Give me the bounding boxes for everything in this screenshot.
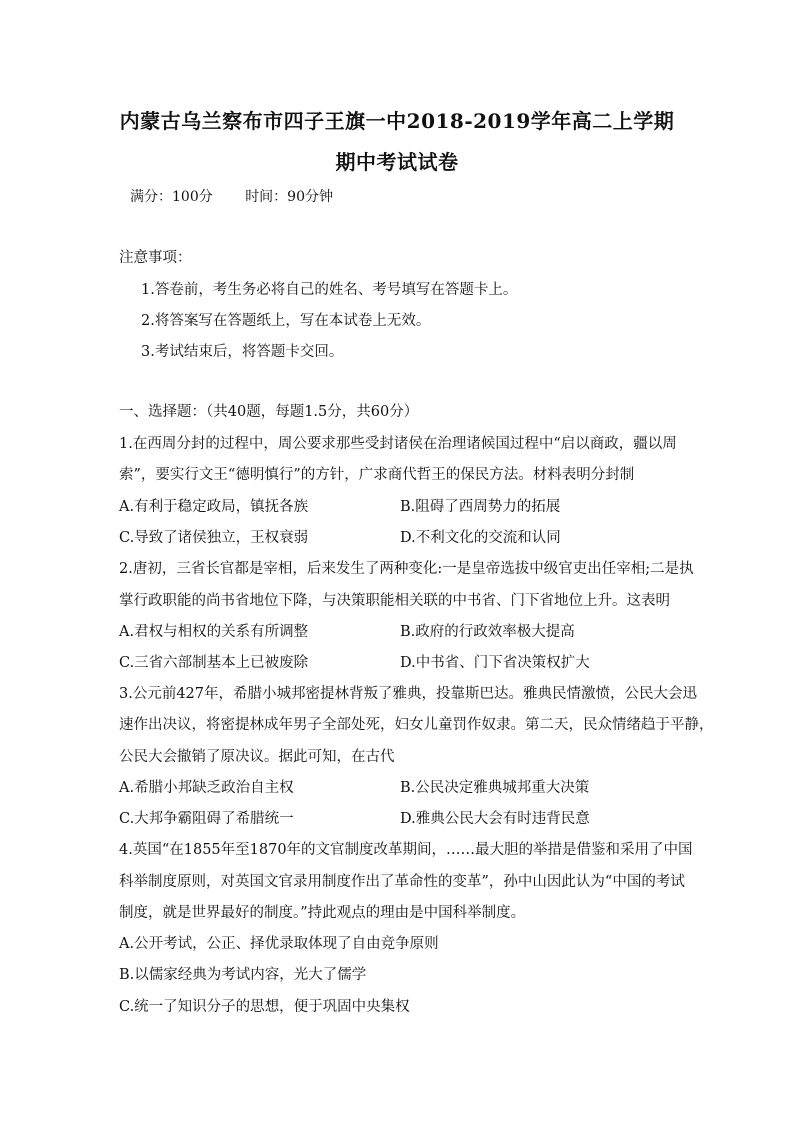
question-1-option-a: A.有利于稳定政局，镇抚各族	[119, 499, 309, 515]
question-4-line: 4.英国“在1855年至1870年的文官制度改革期间，……最大胆的举措是借鉴和采用了中国	[119, 842, 693, 858]
question-3-line: 公民大会撤销了原决议。据此可知，在古代	[119, 749, 395, 765]
question-2-option-c: C.三省六部制基本上已被废除	[119, 655, 309, 671]
question-4-option-a: A.公开考试，公正、择优录取体现了自由竞争原则	[119, 936, 439, 952]
exam-title-line1: 内蒙古乌兰察布市四子王旗一中2018-2019学年高二上学期	[119, 109, 675, 133]
question-1-line: 1.在西周分封的过程中，周公要求那些受封诸侯在治理诸候国过程中“启以商政，疆以周	[119, 436, 677, 452]
question-3-option-c: C.大邦争霸阻碍了希腊统一	[119, 811, 294, 827]
notice-heading: 注意事项：	[119, 250, 192, 266]
notice-item: 2.将答案写在答题纸上，写在本试卷上无效。	[141, 313, 431, 329]
notice-item: 1.答卷前，考生务必将自己的姓名、考号填写在答题卡上。	[141, 282, 518, 298]
exam-meta	[130, 186, 361, 206]
question-3-option-d: D.雅典公民大会有时违背民意	[400, 811, 590, 827]
section-heading: 一、选择题：（共40题，每题1.5分，共60分）	[119, 404, 419, 420]
question-3-line: 速作出决议，将密提林成年男子全部处死，妇女儿童罚作奴隶。第二天，民众情绪趋于平静，	[119, 717, 714, 733]
question-4-line: 制度，就是世界最好的制度。”持此观点的理由是中国科举制度。	[119, 905, 526, 921]
question-1-option-b: B.阻碍了西周势力的拓展	[400, 499, 561, 515]
question-1-line: 索”，要实行文王“德明慎行”的方针，广求商代哲王的保民方法。材料表明分封制	[119, 467, 635, 483]
question-2-line: 掌行政职能的尚书省地位下降，与决策职能相关联的中书省、门下省地位上升。这表明	[119, 593, 670, 609]
question-3-option-b: B.公民决定雅典城邦重大决策	[400, 780, 590, 796]
question-2-line: 2.唐初，三省长官都是宰相，后来发生了两种变化:一是皇帝选拔中级官吏出任宰相;二是执	[119, 561, 694, 577]
question-1-option-d: D.不利文化的交流和认同	[400, 530, 561, 546]
question-4-option-c: C.统一了知识分子的思想，便于巩固中央集权	[119, 999, 410, 1015]
question-2-option-b: B.政府的行政效率极大提高	[400, 624, 575, 640]
question-2-option-d: D.中书省、门下省决策权扩大	[400, 655, 590, 671]
question-4-line: 科举制度原则，对英国文官录用制度作出了革命性的变革”，孙中山因此认为“中国的考试	[119, 874, 685, 890]
question-1-option-c: C.导致了诸侯独立，王权衰弱	[119, 530, 309, 546]
score-label: 满分：100分	[130, 189, 213, 205]
question-3-line: 3.公元前427年，希腊小城邦密提林背叛了雅典，投靠斯巴达。雅典民情激愤，公民大会迅	[119, 686, 698, 702]
question-4-option-b: B.以儒家经典为考试内容，光大了儒学	[119, 967, 367, 983]
time-label: 时间：90分钟	[245, 189, 334, 205]
notice-item: 3.考试结束后，将答题卡交回。	[141, 344, 344, 360]
question-2-option-a: A.君权与相权的关系有所调整	[119, 624, 309, 640]
question-3-option-a: A.希腊小邦缺乏政治自主权	[119, 780, 294, 796]
exam-title-line2: 期中考试试卷	[335, 150, 459, 174]
